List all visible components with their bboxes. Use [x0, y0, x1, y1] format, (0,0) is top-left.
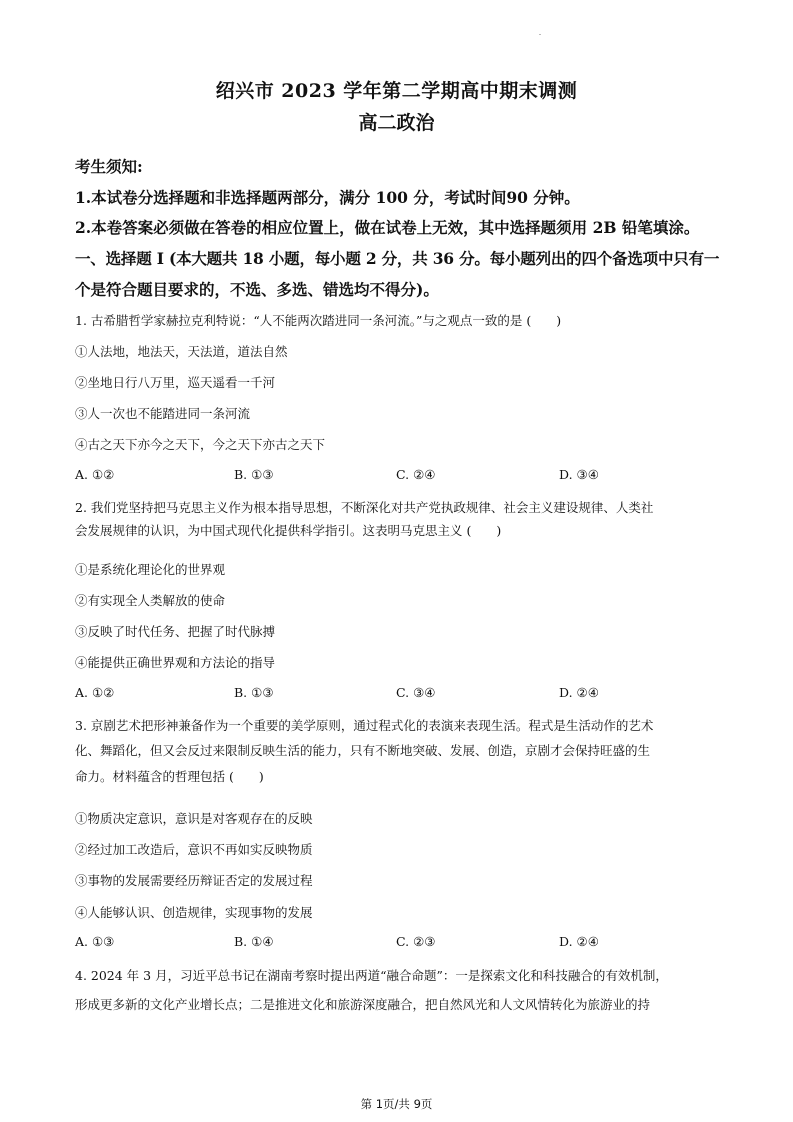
- q2-choice-a: A. ①②: [75, 685, 115, 700]
- q1-choice-d: D. ③④: [559, 467, 599, 482]
- q3-option-2: ②经过加工改造后，意识不再如实反映物质: [75, 842, 313, 857]
- q3-choice-c: C. ②③: [396, 934, 436, 949]
- notice-heading: 考生须知:: [75, 157, 143, 176]
- q4-stem-line1: 4. 2024 年 3 月，习近平总书记在湖南考察时提出两道“融合命题”：一是探索文化和科技融合的有效机制，: [75, 968, 668, 983]
- q3-stem-line2: 化、舞蹈化，但又会反过来限制反映生活的能力，只有不断地突破、发展、创造，京剧才会保持旺盛的生: [75, 743, 651, 758]
- notice-item-2: 2.本卷答案必须做在答卷的相应位置上，做在试卷上无效，其中选择题须用 2B 铅笔填涂。: [75, 218, 700, 237]
- q1-choice-b: B. ①③: [234, 467, 274, 482]
- q3-stem-line1: 3. 京剧艺术把形神兼备作为一个重要的美学原则，通过程式化的表演来表现生活。程式是生活动作的艺术: [75, 718, 654, 733]
- q1-option-3: ③人一次也不能踏进同一条河流: [75, 406, 251, 421]
- q1-choice-a: A. ①②: [75, 467, 115, 482]
- q3-option-4: ④人能够认识、创造规律，实现事物的发展: [75, 905, 313, 920]
- q2-option-4: ④能提供正确世界观和方法论的指导: [75, 655, 276, 670]
- exam-title: 绍兴市 2023 学年第二学期高中期末调测: [215, 80, 578, 102]
- section-heading-line2: 个是符合题目要求的，不选、多选、错选均不得分)。: [75, 280, 439, 299]
- q3-stem-line3: 命力。材料蕴含的哲理包括 ( ): [75, 769, 264, 784]
- q2-stem-line2: 会发展规律的认识，为中国式现代化提供科学指引。这表明马克思主义 ( ): [75, 523, 502, 538]
- q2-choice-d: D. ②④: [559, 685, 599, 700]
- q2-choice-c: C. ③④: [396, 685, 436, 700]
- exam-subject: 高二政治: [358, 112, 435, 134]
- q1-choice-c: C. ②④: [396, 467, 436, 482]
- q2-option-1: ①是系统化理论化的世界观: [75, 562, 226, 577]
- notice-item-1: 1.本试卷分选择题和非选择题两部分，满分 100 分，考试时间90 分钟。: [75, 188, 580, 207]
- q2-option-3: ③反映了时代任务、把握了时代脉搏: [75, 624, 276, 639]
- q2-choice-b: B. ①③: [234, 685, 274, 700]
- q1-option-4: ④古之天下亦今之天下，今之天下亦古之天下: [75, 437, 326, 452]
- q3-option-1: ①物质决定意识，意识是对客观存在的反映: [75, 811, 313, 826]
- scan-dot: [539, 34, 541, 35]
- q3-choice-d: D. ②④: [559, 934, 599, 949]
- q3-option-3: ③事物的发展需要经历辩证否定的发展过程: [75, 873, 313, 888]
- q1-option-1: ①人法地，地法天，天法道，道法自然: [75, 344, 288, 359]
- q2-stem-line1: 2. 我们党坚持把马克思主义作为根本指导思想，不断深化对共产党执政规律、社会主义建设规律、人类社: [75, 500, 654, 515]
- q4-stem-line2: 形成更多新的文化产业增长点；二是推进文化和旅游深度融合，把自然风光和人文风情转化为旅游业的持: [75, 997, 651, 1012]
- q1-stem: 1. 古希腊哲学家赫拉克利特说：“人不能两次踏进同一条河流。”与之观点一致的是 ( ): [75, 313, 562, 328]
- q1-option-2: ②坐地日行八万里，巡天遥看一千河: [75, 375, 276, 390]
- q3-choice-a: A. ①③: [75, 934, 115, 949]
- q3-choice-b: B. ①④: [234, 934, 274, 949]
- q2-option-2: ②有实现全人类解放的使命: [75, 593, 226, 608]
- page-number: 第 1页/共 9页: [360, 1097, 433, 1111]
- section-heading-line1: 一、选择题 Ⅰ (本大题共 18 小题，每小题 2 分，共 36 分。每小题列出的四个备选项中只有一: [75, 249, 720, 268]
